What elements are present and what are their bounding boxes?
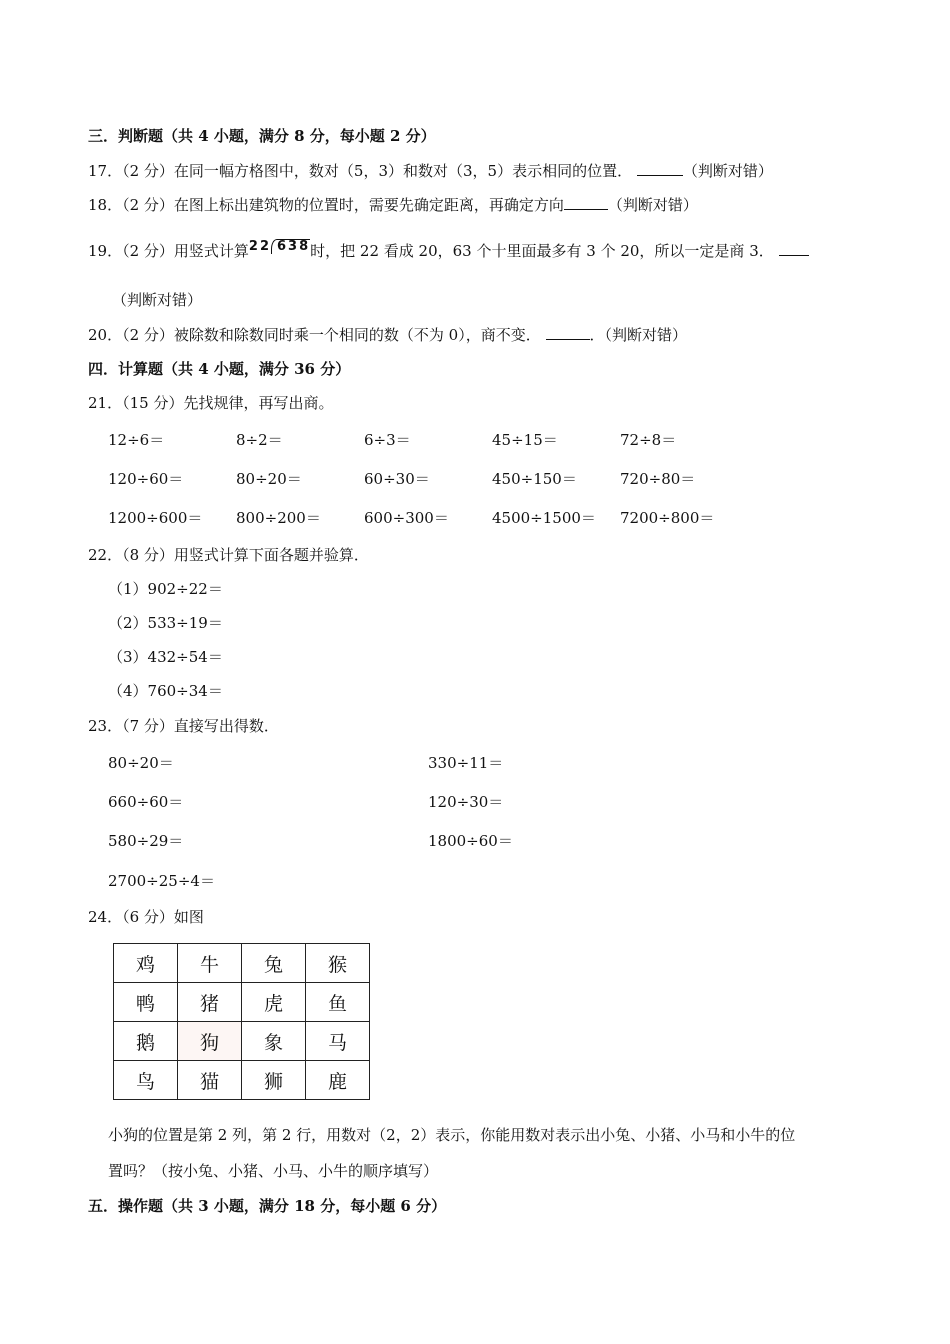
- grid-cell: 马: [306, 1022, 370, 1061]
- answer-blank-19[interactable]: [779, 241, 809, 256]
- q21-item: 1200÷600＝: [108, 509, 203, 527]
- q22-item: （2）533÷19＝: [108, 614, 223, 632]
- q21-item: 120÷60＝: [108, 470, 184, 488]
- grid-cell: 鸭: [114, 983, 178, 1022]
- section-3-title: 三．判断题（共 4 小题，满分 8 分，每小题 2 分）: [88, 127, 436, 145]
- answer-blank-18[interactable]: [564, 195, 608, 210]
- grid-cell: 兔: [242, 944, 306, 983]
- grid-cell: 鸡: [114, 944, 178, 983]
- q23-item: 330÷11＝: [428, 754, 504, 772]
- q21-item: 720÷80＝: [620, 470, 696, 488]
- q21-item: 800÷200＝: [236, 509, 321, 527]
- question-17: 17．（2 分）在同一幅方格图中，数对（5，3）和数对（3，5）表示相同的位置． （判断对错）: [88, 162, 773, 180]
- grid-cell: 猫: [178, 1061, 242, 1100]
- grid-cell: 鹅: [114, 1022, 178, 1061]
- q21-item: 60÷30＝: [364, 470, 430, 488]
- question-18: 18．（2 分）在图上标出建筑物的位置时，需要先确定距离，再确定方向 （判断对错）: [88, 196, 698, 214]
- q21-item: 6÷3＝: [364, 431, 411, 449]
- q21-item: 450÷150＝: [492, 470, 577, 488]
- question-19: 19．（2 分）用竖式计算22 638时，把 22 看成 20，63 个十里面最多有 3 个 20，所以一定是商 3．: [88, 237, 809, 261]
- grid-cell: 象: [242, 1022, 306, 1061]
- answer-blank-17[interactable]: [637, 161, 683, 176]
- q21-item: 600÷300＝: [364, 509, 449, 527]
- section-5-title: 五．操作题（共 3 小题，满分 18 分，每小题 6 分）: [88, 1197, 447, 1215]
- grid-cell: 鹿: [306, 1061, 370, 1100]
- q23-item: 80÷20＝: [108, 754, 174, 772]
- q21-item: 80÷20＝: [236, 470, 302, 488]
- q22-item: （4）760÷34＝: [108, 682, 223, 700]
- q21-item: 12÷6＝: [108, 431, 165, 449]
- question-21-head: 21．（15 分）先找规律，再写出商。: [88, 394, 334, 412]
- q23-item: 2700÷25÷4＝: [108, 872, 215, 890]
- grid-cell: 猪: [178, 983, 242, 1022]
- grid-cell: 猴: [306, 944, 370, 983]
- grid-cell: 鱼: [306, 983, 370, 1022]
- q21-item: 4500÷1500＝: [492, 509, 596, 527]
- q23-item: 1800÷60＝: [428, 832, 513, 850]
- question-19-tail: （判断对错）: [112, 291, 203, 309]
- q22-item: （3）432÷54＝: [108, 648, 223, 666]
- grid-cell: 虎: [242, 983, 306, 1022]
- question-20: 20．（2 分）被除数和除数同时乘一个相同的数（不为 0），商不变． ．（判断对错）: [88, 326, 688, 344]
- section-4-title: 四．计算题（共 4 小题，满分 36 分）: [88, 360, 351, 378]
- q21-item: 7200÷800＝: [620, 509, 715, 527]
- question-24-head: 24．（6 分）如图: [88, 908, 204, 926]
- question-24-text-2: 置吗？（按小兔、小猪、小马、小牛的顺序填写）: [108, 1162, 439, 1180]
- grid-cell: 狗: [178, 1022, 242, 1061]
- q21-item: 45÷15＝: [492, 431, 558, 449]
- animal-grid: [113, 943, 370, 1100]
- question-24-text-1: 小狗的位置是第 2 列，第 2 行，用数对（2，2）表示，你能用数对表示出小兔、小猪、小马和小牛的位: [108, 1126, 796, 1144]
- answer-blank-20[interactable]: [546, 325, 590, 340]
- grid-cell: 狮: [242, 1061, 306, 1100]
- q21-item: 72÷8＝: [620, 431, 677, 449]
- question-22-head: 22．（8 分）用竖式计算下面各题并验算．: [88, 546, 369, 564]
- grid-cell: 鸟: [114, 1061, 178, 1100]
- grid-cell: 牛: [178, 944, 242, 983]
- q23-item: 580÷29＝: [108, 832, 184, 850]
- q23-item: 120÷30＝: [428, 793, 504, 811]
- q21-item: 8÷2＝: [236, 431, 283, 449]
- question-23-head: 23．（7 分）直接写出得数．: [88, 717, 279, 735]
- q22-item: （1）902÷22＝: [108, 580, 223, 598]
- long-division-figure: 22 638: [248, 239, 311, 254]
- q23-item: 660÷60＝: [108, 793, 184, 811]
